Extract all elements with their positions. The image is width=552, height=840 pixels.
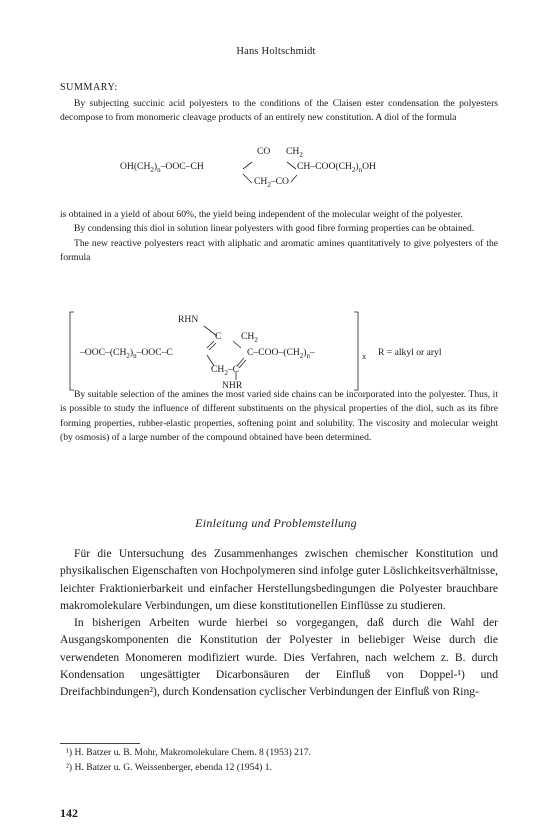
page-number: 142 <box>60 806 78 820</box>
body-paragraph-2: In bisherigen Arbeiten wurde hierbei so vorgegangen, daß durch die Wahl der Ausgangskomponenten die Konstitution der Polyester in beliebiger Weise durch die verwendeten Monomeren modifiziert wurde. Dies Verfahren, nach welchem z. B. durch Kondensation ungesättigter Dicarbonsäuren der Einfluß von Doppel-¹) und Dreifachbindungen²), durch Kondensation cyclischer Verbindungen der Einfluß von Ring- <box>60 616 498 699</box>
diol-right-end: OH <box>362 161 376 172</box>
summary-text-2b: By condensing this diol in solution linear polyesters with good fibre forming properties can be obtained. <box>74 223 475 235</box>
polyester-left-n: n <box>133 351 137 360</box>
polyester-right-mid: ) <box>303 347 307 358</box>
diol-right-text: CH–COO(CH <box>297 161 352 172</box>
diol-ch2-top-text: CH <box>286 146 300 157</box>
polyester-left-end: –OOC–C <box>136 347 173 358</box>
diol-right-n: n <box>358 165 363 174</box>
polyester-left-group <box>80 347 173 360</box>
summary-paragraph-3 <box>60 388 498 446</box>
summary-heading: SUMMARY: <box>60 82 118 93</box>
diol-left-sub: 2 <box>150 165 154 174</box>
polyester-right-n: n <box>306 351 310 360</box>
summary-text-2c: The new reactive polyesters react with aliphatic and aromatic amines quantitatively to give polyesters of the formula <box>60 237 498 264</box>
polyester-ch2-bottom: CH <box>211 364 225 375</box>
summary-text-1: By subjecting succinic acid polyesters to the conditions of the Claisen ester condensation the polyesters decompose to from monomeric cleavage products of an entirely new constitution. A diol of the formula <box>60 98 498 124</box>
polyester-rhn: RHN <box>178 314 199 325</box>
polyester-bottom-group <box>211 364 239 377</box>
polyester-ch2-bottom-sub: 2 <box>224 368 228 377</box>
summary-paragraph-1 <box>60 97 498 126</box>
diol-ch2-top <box>286 146 303 159</box>
polyester-right-sub: 2 <box>299 351 304 360</box>
footnotes <box>60 746 498 775</box>
diol-left-n: n <box>157 165 161 174</box>
summary-paragraph-2 <box>60 208 498 266</box>
diol-co-top: CO <box>257 146 271 157</box>
polyester-repeat-x: x <box>362 351 367 361</box>
diol-ch2-top-sub: 2 <box>299 150 303 159</box>
polyester-ch2-top <box>241 331 258 344</box>
diol-right-sub: 2 <box>351 165 356 174</box>
body-paragraph-1: Für die Untersuchung des Zusammenhanges zwischen chemischer Konstitution und physikalischen Eigenschaften von Hochpolymeren sind infolge guter Löslichkeitsverhältnisse, leichter Fraktionierbarkeit und einfacher Herstellungsbedingungen die Polyester brauchbare makromolekulare Verbindungen, um diese konstitutionellen Einflüsse zu studieren. <box>60 547 498 612</box>
footnote-2: ²) H. Batzer u. G. Weissenberger, ebenda 12 (1954) 1. <box>66 761 272 773</box>
polyester-nhr: NHR <box>222 380 243 391</box>
polyester-right-text: C–COO–(CH <box>247 347 300 358</box>
footnote-divider <box>60 743 140 744</box>
polyester-left-mid: ) <box>129 347 134 358</box>
summary-text-2a: is obtained in a yield of about 60%, the yield being independent of the molecular weight of the polyester. <box>60 209 463 220</box>
diol-left-end: –OOC–CH <box>160 161 204 172</box>
diol-left-text: OH(CH <box>120 161 151 172</box>
polyester-r-definition: R = alkyl or aryl <box>378 347 442 358</box>
diol-left-tail: ) <box>153 161 158 172</box>
body-text <box>60 545 498 701</box>
diol-formula <box>0 146 552 196</box>
polyester-right-group <box>247 347 315 360</box>
diol-ch2-bottom: CH <box>254 176 268 187</box>
footnote-1: ¹) H. Batzer u. B. Mohr, Makromolekulare Chem. 8 (1953) 217. <box>66 747 311 758</box>
polyester-ch2-top-text: CH <box>241 331 255 342</box>
diol-bottom-group <box>254 176 289 189</box>
polyester-ch2-top-sub: 2 <box>254 335 258 344</box>
polyester-formula <box>0 311 552 391</box>
polyester-c-top: C <box>215 331 222 342</box>
running-head: Hans Holtschmidt <box>236 46 316 57</box>
diol-right-group <box>297 161 376 174</box>
polyester-right-end: – <box>309 347 315 358</box>
summary-text-3: By suitable selection of the amines the most varied side chains can be incorporated into the polyester. Thus, it is possible to study the influence of different substituents on the physical properties of the diol, such as its fibre forming properties, rubber-elastic properties, softening point and solubility. The viscosity and molecular weight (by osmosis) of a large number of the compound obtained have been determined. <box>60 389 498 444</box>
diol-ch2-bottom-sub: 2 <box>267 180 271 189</box>
section-title: Einleitung und Problemstellung <box>195 516 357 530</box>
polyester-left-text: –OOC–(CH <box>80 347 127 358</box>
diol-left-group <box>120 161 204 174</box>
polyester-left-sub: 2 <box>126 351 130 360</box>
polyester-c-bottom: –C <box>227 364 240 375</box>
diol-right-tail: ) <box>355 161 359 172</box>
diol-co-bottom: –CO <box>270 176 289 187</box>
